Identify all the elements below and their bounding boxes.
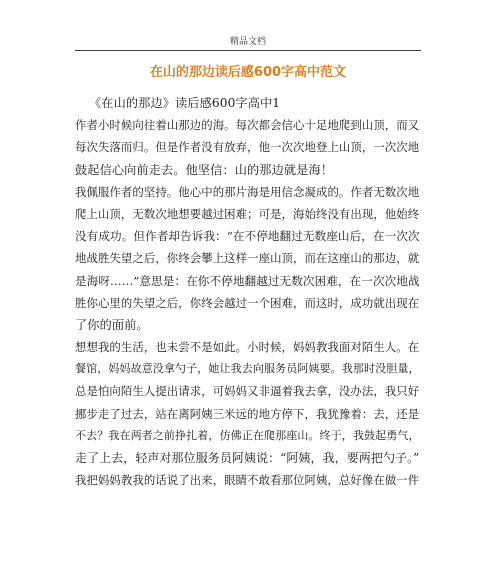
body-line: 作者小时候向往着山那边的海。每次都会信心十足地爬到山顶，而又	[75, 118, 420, 133]
body-line: 没有成功。但作者却告诉我：“在不停地翻过无数座山后，在一次次	[75, 229, 420, 244]
body-line: 每次失落而归。但是作者没有放弃，他一次次地登上山顶，一次次地	[75, 140, 420, 155]
body-line: 了你的面前。	[75, 317, 149, 332]
body-line: 爬上山顶，无数次地想要越过困难；可是，海始终没有出现，他始终	[75, 206, 420, 221]
body-line: 胜你心里的失望之后，你终会越过一个困难，而这时，成功就出现在	[75, 295, 420, 310]
body-line: 走了上去，轻声对那位服务员阿姨说：“阿姨，我，要两把勺子。”	[75, 451, 420, 465]
subtitle-line: 《在山的那边》读后感600字高中1	[89, 96, 281, 110]
body-line: 我把妈妈教我的话说了出来，眼睛不敢看那位阿姨，总好像在做一件	[75, 473, 420, 488]
document-body	[75, 92, 421, 491]
header-divider	[75, 50, 421, 51]
body-line: 餐馆，妈妈故意没拿勺子，她让我去向服务员阿姨要。我那时没胆量，	[75, 362, 420, 376]
page-header-label: 精品文档	[229, 37, 266, 47]
body-line: 想想我的生活，也未尝不是如此。小时候，妈妈教我面对陌生人。在	[75, 340, 420, 355]
body-line: 不去？我在两者之前挣扎着，仿佛正在爬那座山。终于，我鼓起勇气，	[75, 428, 420, 442]
body-line: 地战胜失望之后，你终会攀上这样一座山顶，而在这座山的那边，就	[75, 251, 420, 266]
body-line: 挪步走了过去，站在离阿姨三米远的地方停下，我犹豫着：去，还是	[75, 406, 420, 421]
body-line: 我佩服作者的坚持。他心中的那片海是用信念凝成的。作者无数次地	[75, 184, 420, 199]
document-title: 在山的那边读后感600字高中范文	[149, 65, 347, 80]
body-line: 总是怕向陌生人提出请求，可妈妈又非逼着我去拿，没办法，我只好	[75, 384, 420, 399]
body-line: 是海呀……”意思是：在你不停地翻越过无数次困难，在一次次地战	[75, 273, 420, 288]
body-line: 鼓起信心向前走去。他坚信：山的那边就是海！	[75, 162, 334, 177]
